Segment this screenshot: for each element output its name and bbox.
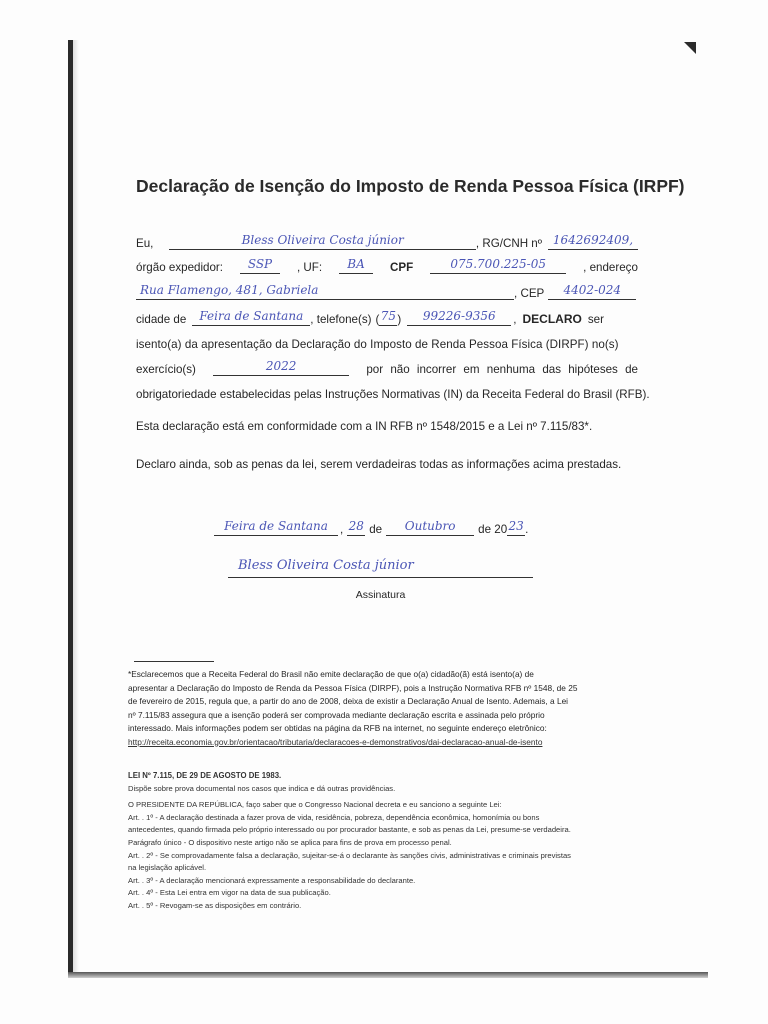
footnote-line: nº 7.115/83 assegura que a isenção poderá ser comprovada mediante declaração escrita e assinada pelo próprio <box>128 709 545 720</box>
exercicio-after: por não incorrer em nenhuma das hipóteses de <box>366 363 638 376</box>
year-field: 2022 <box>213 358 349 376</box>
footnote-line: apresentar a Declaração do Imposto de Renda da Pessoa Física (DIRPF), pois a Instrução Normativa RFB nº 1548, de 25 <box>128 682 578 693</box>
rg-field: 1642692409, <box>548 232 638 250</box>
form-line-isento <box>136 327 638 351</box>
uf-label: , UF: <box>296 261 323 274</box>
law-line: Art. . 3º - A declaração mencionará expressamente a responsabilidade do declarante. <box>128 875 416 885</box>
law-line: antecedentes, quando firmada pelo próprio interessado ou por procurador bastante, e sob as penas da Lei, presume-se verdadeira. <box>128 825 571 835</box>
form-line-name <box>136 226 638 250</box>
declaro-label: DECLARO <box>522 312 582 326</box>
eu-label: Eu, <box>136 237 154 250</box>
ddd-field: 75 <box>379 308 397 326</box>
rg-label: , RG/CNH nº <box>475 237 542 250</box>
cpf-label: CPF <box>390 261 414 274</box>
law-line: Art. . 1º - A declaração destinada a fazer prova de vida, residência, pobreza, dependência econômica, homonímia ou bons <box>128 812 540 822</box>
cpf-field: 075.700.225-05 <box>430 256 566 274</box>
endereco-label: , endereço <box>583 261 638 274</box>
form-line-cpf <box>136 250 638 274</box>
signature-line <box>228 577 533 578</box>
date-year-field: 23 <box>507 518 525 536</box>
law-line: Parágrafo único - O dispositivo neste artigo não se aplica para fins de prova em processo penal. <box>128 837 452 847</box>
law-line: Dispõe sobre prova documental nos casos que indica e dá outras providências. <box>128 783 396 793</box>
cidade-label: cidade de <box>136 313 187 326</box>
signature-handwriting: Bless Oliveira Costa júnior <box>238 558 414 573</box>
document-title: Declaração de Isenção do Imposto de Renda Pessoa Física (IRPF) <box>136 176 685 196</box>
date-line: Feira de Santana , 28 de Outubro de 20 23 . <box>214 512 574 536</box>
cep-field: 4402-024 <box>548 282 636 300</box>
orgao-label: órgão expedidor: <box>136 261 224 274</box>
cep-label: , CEP <box>514 287 545 300</box>
footnote-line: de fevereiro de 2015, regula que, a partir do ano de 2008, deixa de existir a Declaração Anual de Isento. Ademais, a Lei <box>128 696 569 706</box>
name-field: Bless Oliveira Costa júnior <box>169 232 475 250</box>
declare-true-text: Declaro ainda, sob as penas da lei, serem verdadeiras todas as informações acima prestadas. <box>136 458 622 471</box>
isento-text: isento(a) da apresentação da Declaração do Imposto de Renda Pessoa Física (DIRPF) no(s) <box>136 338 619 351</box>
footnote-link[interactable]: http://receita.economia.gov.br/orientacao/tributaria/declaracoes-e-demonstrativos/dai-declaracao-anual-de-isento <box>128 736 543 747</box>
phone-field: 99226-9356 <box>407 308 511 326</box>
footnote-rule <box>134 661 214 662</box>
telefone-label: , telefone(s) <box>310 313 372 326</box>
law-line: Art. . 5º - Revogam-se as disposições em contrário. <box>128 900 302 910</box>
exercicio-label: exercício(s) <box>136 363 196 376</box>
uf-field: BA <box>339 256 373 274</box>
date-de1: de <box>369 523 383 536</box>
signature-label: Assinatura <box>355 589 406 601</box>
footnote-line: *Esclarecemos que a Receita Federal do Brasil não emite declaração de que o(a) cidadão(ã) está isento(a) de <box>128 669 534 679</box>
footnote <box>128 668 640 749</box>
address-field: Rua Flamengo, 481, Gabriela <box>136 282 514 300</box>
date-month-field: Outubro <box>386 518 474 536</box>
obrig-text: obrigatoriedade estabelecidas pelas Instruções Normativas (IN) da Receita Federal do Brasil (RFB). <box>136 388 650 401</box>
ser-label: ser <box>587 313 604 326</box>
city-field: Feira de Santana <box>192 308 310 326</box>
form-line-obrig <box>136 377 650 401</box>
footnote-line: interessado. Mais informações podem ser obtidas na página da RFB na internet, no seguinte endereço eletrônico: <box>128 723 547 733</box>
orgao-field: SSP <box>240 256 280 274</box>
law-line: O PRESIDENTE DA REPÚBLICA, faço saber que o Congresso Nacional decreta e eu sanciono a seguinte Lei: <box>128 800 502 810</box>
date-day-field: 28 <box>347 518 365 536</box>
date-de2: de 20 <box>478 523 508 536</box>
date-period: . <box>525 523 529 536</box>
date-city-field: Feira de Santana <box>214 518 338 536</box>
conformity-text: Esta declaração está em conformidade com a IN RFB nº 1548/2015 e a Lei nº 7.115/83*. <box>136 420 593 433</box>
form-line-city: cidade de Feira de Santana , telefone(s) ( 75 ) 99226-9356 , DECLARO ser <box>136 309 604 326</box>
law-text <box>128 770 648 913</box>
law-heading: LEI Nº 7.115, DE 29 DE AGOSTO DE 1983. <box>128 771 282 780</box>
form-line-exercicio <box>136 352 638 376</box>
form-line-address <box>136 276 638 300</box>
law-line: Art. . 2º - Se comprovadamente falsa a declaração, sujeitar-se-á o declarante às sanções civis, administrativas e criminais previstas <box>128 850 571 860</box>
law-line: Art. . 4º - Esta Lei entra em vigor na data de sua publicação. <box>128 888 331 898</box>
law-line: na legislação aplicável. <box>128 863 207 873</box>
